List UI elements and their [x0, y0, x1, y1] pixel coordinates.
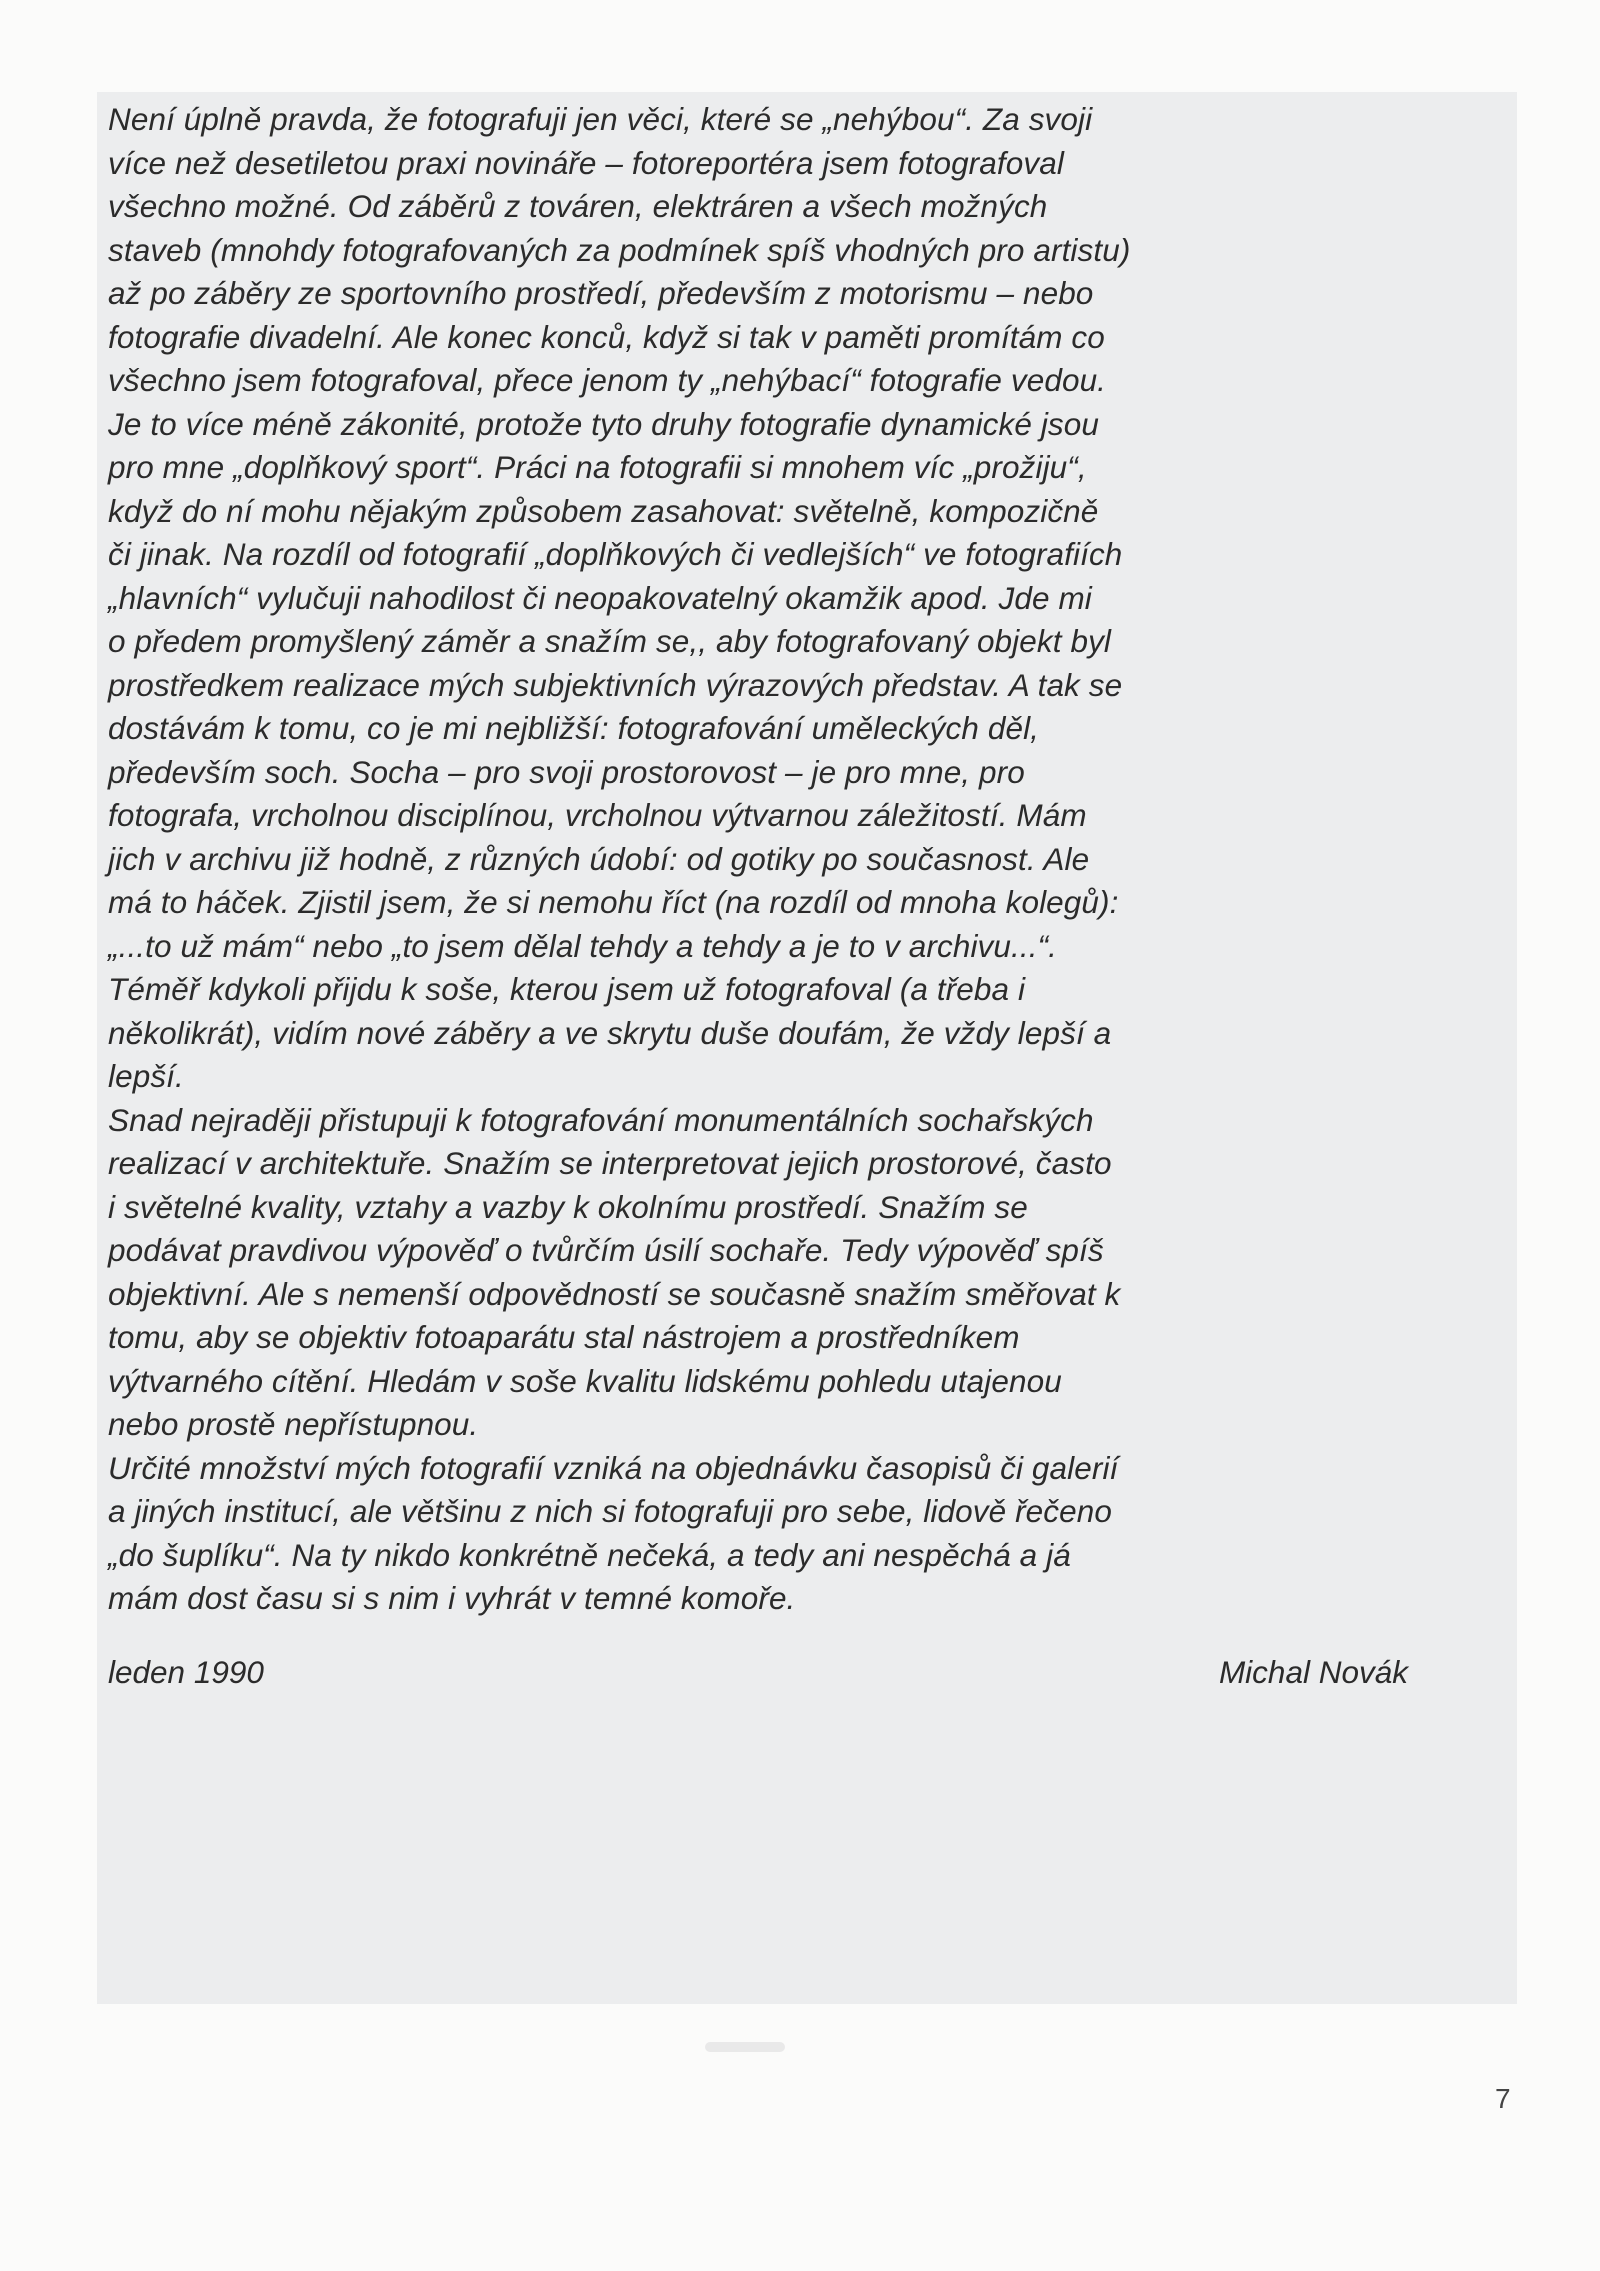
text-line: jich v archivu již hodně, z různých údobí: od gotiky po současnost. Ale — [108, 840, 1090, 877]
text-line: podávat pravdivou výpověď o tvůrčím úsilí sochaře. Tedy výpověď spíš — [108, 1232, 1104, 1268]
text-line: dostávám k tomu, co je mi nejbližší: fotografování uměleckých děl, — [108, 710, 1040, 746]
text-line: více než desetiletou praxi novináře – fotoreportéra jsem fotografoval — [108, 144, 1064, 181]
text-line: objektivní. Ale s nemenší odpovědností se současně snažím směřovat k — [108, 1275, 1121, 1312]
text-line: pro mne „doplňkový sport“. Práci na fotografii si mnohem víc „prožiju“, — [108, 449, 1087, 485]
text-line: realizací v architektuře. Snažím se interpretovat jejich prostorové, často — [108, 1145, 1112, 1181]
text-line: a jiných institucí, ale většinu z nich si fotografuji pro sebe, lidově řečeno — [108, 1493, 1112, 1529]
text-line: „hlavních“ vylučuji nahodilost či neopakovatelný okamžik apod. Jde mi — [108, 579, 1092, 616]
text-line: výtvarného cítění. Hledám v soše kvalitu lidskému pohledu utajenou — [108, 1362, 1062, 1399]
text-line: především soch. Socha – pro svoji prostorovost – je pro mne, pro — [108, 753, 1025, 790]
text-line: všechno možné. Od záběrů z továren, elektráren a všech možných — [108, 188, 1048, 224]
author-name: Michal Novák — [1218, 1654, 1408, 1690]
text-line: o předem promyšlený záměr a snažím se,, aby fotografovaný objekt byl — [108, 623, 1112, 659]
text-line: prostředkem realizace mých subjektivních výrazových představ. A tak se — [108, 666, 1123, 703]
faint-print-mark — [705, 2042, 785, 2052]
text-line: Určité množství mých fotografií vzniká na objednávku časopisů či galerií — [108, 1449, 1119, 1486]
text-line: „...to už mám“ nebo „to jsem dělal tehdy a tehdy a je to v archivu...“. — [108, 927, 1058, 964]
text-line: „do šuplíku“. Na ty nikdo konkrétně nečeká, a tedy ani nespěchá a já — [108, 1536, 1071, 1573]
text-line: když do ní mohu nějakým způsobem zasahovat: světelně, kompozičně — [108, 492, 1099, 529]
text-line: několikrát), vidím nové záběry a ve skrytu duše doufám, že vždy lepší a — [108, 1014, 1112, 1051]
text-line: nebo prostě nepřístupnou. — [108, 1406, 479, 1442]
text-line: mám dost času si s nim i vyhrát v temné komoře. — [108, 1580, 796, 1616]
article-text — [108, 98, 1418, 1621]
text-line: fotografa, vrcholnou disciplínou, vrcholnou výtvarnou záležitostí. Mám — [108, 797, 1087, 833]
text-line: až po záběry ze sportovního prostředí, především z motorismu – nebo — [108, 275, 1094, 311]
text-line: i světelné kvality, vztahy a vazby k okolnímu prostředí. Snažím se — [108, 1188, 1028, 1225]
date-text: leden 1990 — [108, 1654, 264, 1690]
signature-footer — [108, 1650, 1408, 1694]
text-line: všechno jsem fotografoval, přece jenom ty „nehýbací“ fotografie vedou. — [108, 362, 1107, 398]
text-line: Není úplně pravda, že fotografuji jen věci, které se „nehýbou“. Za svoji — [108, 101, 1093, 137]
text-line: Téměř kdykoli přijdu k soše, kterou jsem už fotografoval (a třeba i — [108, 971, 1026, 1007]
text-line: lepší. — [108, 1058, 184, 1094]
text-line: fotografie divadelní. Ale konec konců, když si tak v paměti promítám co — [108, 318, 1105, 355]
text-line: Je to více méně zákonité, protože tyto druhy fotografie dynamické jsou — [108, 405, 1100, 442]
text-line: staveb (mnohdy fotografovaných za podmínek spíš vhodných pro artistu) — [108, 231, 1131, 268]
text-line: má to háček. Zjistil jsem, že si nemohu říct (na rozdíl od mnoha kolegů): — [108, 884, 1119, 920]
text-line: či jinak. Na rozdíl od fotografií „doplňkových či vedlejších“ ve fotografiích — [108, 536, 1123, 572]
page-number: 7 — [1495, 2083, 1511, 2114]
text-line: Snad nejraději přistupuji k fotografování monumentálních sochařských — [108, 1101, 1094, 1138]
text-line: tomu, aby se objektiv fotoaparátu stal nástrojem a prostředníkem — [108, 1319, 1020, 1355]
